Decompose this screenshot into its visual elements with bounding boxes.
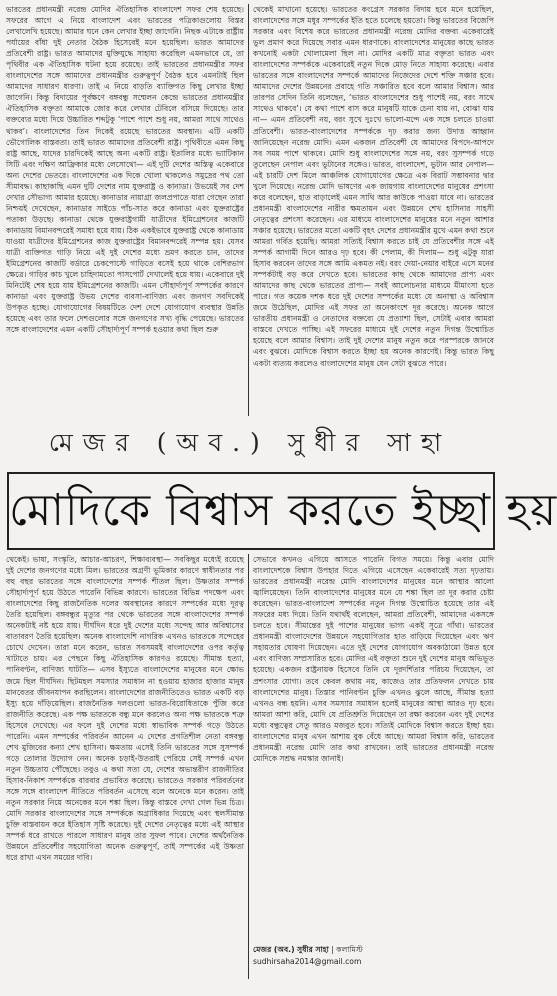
headline: মোদিকে বিশ্বাস করতে ইচ্ছা হয় <box>7 472 495 550</box>
author-signature <box>253 944 494 976</box>
author-role: কলামিস্ট <box>336 945 363 954</box>
article-column-top-left <box>6 4 244 418</box>
author-email: sudhirsaha2014@gmail.com <box>253 957 362 966</box>
column-divider <box>248 554 249 979</box>
author-name: মেজর (অব.) সুধীর সাহা <box>253 945 329 954</box>
article-column-bottom-right <box>253 554 494 934</box>
paragraph: ভারতের প্রধানমন্ত্রী নরেন্দ্র মোদির ঐতিহাসিক বাংলাদেশ সফর শেষ হয়েছে। সফরের আগে এ নিয়ে বাংলাদেশ এবং ভারতের পত্রিকাগুলোয় বিস্তর লেখালেখি হয়েছে। আমার ঘনে কেন লেখার ইচ্ছা জাগেনি। নিছক এটাকে রাষ্ট্রীয় পর্যায়ের বাঁধা দুই নেতার বৈঠক হিসেবেই মনে হয়েছিল। ভারত আমাদের প্রতিবেশী রাষ্ট্র। ভারত আমাদের মুক্তিযুদ্ধে সাহায্য করেছিল এমনভাবে যে, তা পৃথিবীর এক ঐতিহাসিক ঘটনা হয়ে রয়েছে। তাই ভারতের প্রধানমন্ত্রীর সফর বাংলাদেশের সঙ্গে আমাদের প্রধানমন্ত্রীর গুরুত্বপূর্ণ বৈঠক হবে এমনটাই ছিল আমাদের সাধারণ ধারণা। তাই এ নিয়ে বাড়তি ব্যাক্তিগত কিছু লেখার ইচ্ছা জাগেনি। কিন্তু বিদায়ের পূর্বক্ষণে বঙ্গবন্ধু সম্মেলন কেন্দ্রে ভারতের প্রধানমন্ত্রীর ঐতিহাসিক বক্তৃতা আমাকে জোর করে লেখার টেবিলে বসিয়ে দিয়েছে। তার বক্তব্যের মধ্যে দিয়ে উচ্চারিত শব্দটুকু ‘পাশে পাশে শুধু নয়, আমরা সাথে সাথেও থাকব’। বাংলাদেশের তিন দিকেই রয়েছে ভারতের অবস্থান। এটি একটি ভৌগোলিক বাস্তবতা। তাই ভারত আমাদের প্রতিবেশী রাষ্ট্র। পৃথিবীতে এমন কিছু রাষ্ট্র আছে, যাদের চারদিকেই আছে অন্য একটি রাষ্ট্র। ইতালির মধ্যে ভ্যাটিকান সিটি এবং দক্ষিণ আফ্রিকার মধ্যে লেসোথো— এই দুটি দেশের অস্তিত্ব একেবারে অন্য দেশের ভেতরে। বাংলাদেশের এক দিকে খোলা থাকলেও সমুদ্রের পথ তো সীমাবদ্ধ। কাছাকাছি এমন দুটি দেশের নাম যুক্তরাষ্ট্র ও কানাডা। উভয়েই সব দেশ দেখার সৌভাগ্য আমার হয়েছে। কানাডার নায়াগ্রা জলপ্রপাতে যারা গেছেন তারা নিশ্চয়ই দেখেছেন, কানাডার সাইডে পাঁচ-সাত করে কানাডা এবং যুক্তরাষ্ট্রের পতাকা উড়ছে। কানাডা থেকে যুক্তরাষ্ট্রগামী যাত্রীদের ইমিগ্রেশনের কাজটি কানাডায় বিমানবন্দরেই সমাধা হয়ে যায়। ঠিক একইভাবে যুক্তরাষ্ট্র থেকে কানাডায় যাওয়া যাত্রীদের ইমিগ্রেশনের কাজ যুক্তরাষ্ট্রের বিমানবন্দরেই সম্পন্ন হয়। যেসব যাত্রী ব্যক্তিগত গাড়ি নিয়ে এই দুই দেশের মধ্যে ভ্রমণ করতে চান, তাদের ইমিগ্রেশনের কাজটি বর্ডারে চেকপোস্টে গাড়িতে বসেই হয়ে থাকে বেশিরভাগ ক্ষেত্রে। গাড়ির কাচ খুলে চাহিদামতো পাসপোর্ট দেখালেই হয়ে যায়। একেবারে দুই মিনিটেই শেষ হয়ে যায় ইমিগ্রেশনের কাজটি। এমন সৌহার্দ্যপূর্ণ সম্পর্কের কারণে কানাডা এবং যুক্তরাষ্ট্র উভয় দেশের ব্যবসা-বাণিজ্য এবং জনগণ সবদিকেই উপকৃত হচ্ছে। যোগাযোগের বিষয়টিতে দেশ দেশে যোগাযোগ ব্যবস্থার উন্নতি হয়েছে এবং তার ফলে দেশগুলোর সঙ্গে জনগণের সখ্য বৃদ্ধি পেয়েছে। ভারতের সঙ্গে বাংলাদেশের এমন একটি সৌহার্দ্যপূর্ণ সম্পর্ক হওয়ার কথা ছিল শুরু <box>6 5 244 335</box>
paragraph: থেকেই। ভাষা, সংস্কৃতি, আচার-আচরণ, শিক্ষাব্যবস্থা— সবকিছুর মধ্যেই রয়েছে দুই দেশের জনগণের মধ্যে মিল। ভারতের অগ্রণী ভূমিকার কারণে স্বাধীনতার পর বহু বছর ভারতের সঙ্গে বাংলাদেশের সম্পর্ক শীতল ছিল। উষ্ণতার সম্পর্ক সৌহার্দ্যপূর্ণ হয়ে উঠতে পারেনি বিভিন্ন কারণে। ভারতের বিভিন্ন পদক্ষেপ এবং বাংলাদেশের কিছু রাজনৈতিক দলের অবস্থানের কারণে সম্পর্কের মধ্যে দূরত্ব তৈরি হয়েছিল। বঙ্গবন্ধুর মৃত্যুর পর থেকে ভারতের সঙ্গে বাংলাদেশের সম্পর্ক অনেকটাই নষ্ট হয়ে যায়। দীর্ঘদিন ধরে দুই দেশের মধ্যে সন্দেহ আর অবিশ্বাসের বাতাবরণ তৈরি হয়েছিল। অনেক বাংলাদেশি নাগরিক এখনও ভারতকে সন্দেহের চোখে দেখেন। তারা মনে করেন, ভারত সবসময়ই বাংলাদেশের ওপর কর্তৃত্ব খাটাতে চায়। এর পেছনে কিছু ঐতিহাসিক কারণও রয়েছে। সীমান্ত হত্যা, পানিবণ্টন, বাণিজ্য ঘাটতি— এসব ইস্যুতে বাংলাদেশের মানুষের মনে ক্ষোভ জমে ছিল দীর্ঘদিন। ছিটমহল সমস্যার সমাধান না হওয়ায় হাজার হাজার মানুষ মানবেতর জীবনযাপন করছিলেন। বাংলাদেশের রাজনীতিতেও ভারত একটি বড় ইস্যু হয়ে দাঁড়িয়েছিল। রাজনৈতিক দলগুলো ভারত-বিরোধিতাকে পুঁজি করে রাজনীতি করেছে। এক পক্ষ ভারতকে বন্ধু মনে করলেও অন্য পক্ষ ভারতকে শত্রু হিসেবে দেখেছে। এর ফলে দুই দেশের মধ্যে স্বাভাবিক সম্পর্ক গড়ে উঠতে পারেনি। এমন সম্পর্কের পরিবর্তন আনেন এ দেশের প্রগতিশীল নেতা বঙ্গবন্ধু শেখ মুজিবের কন্যা শেখ হাসিনা। ক্ষমতায় এসেই তিনি ভারতের সঙ্গে সুসম্পর্ক গড়ে তোলার উদ্যোগ নেন। অনেক চড়াই-উতরাই পেরিয়ে সেই সম্পর্ক এখন নতুন উচ্চতায় পৌঁছেছে। তবুও এ কথা সত্য যে, দেশের অভ্যন্তরীণ রাজনীতির হিসাব-নিকাশ সম্পর্ককে বারবার প্রভাবিত করেছে। ভারতেও সরকার পরিবর্তনের সঙ্গে সঙ্গে বাংলাদেশ নীতিতে পরিবর্তন এসেছে বলে অনেকে মনে করেন। তাই নতুন সরকার নিয়ে অনেকের মনে শঙ্কা ছিল। কিন্তু বাস্তবে দেখা গেল ভিন্ন চিত্র। মোদি সরকার বাংলাদেশের সঙ্গে সম্পর্ককে অগ্রাধিকার দিয়েছে এবং স্থলসীমান্ত চুক্তি বাস্তবায়ন করে ইতিহাস সৃষ্টি করেছে। দুই দেশের নেতৃত্বের মধ্যে এই আস্থার সম্পর্ক ধরে রাখতে পারলে সাধারণ মানুষ তার সুফল পাবে। দেশের অর্থনৈতিক উন্নয়নে প্রতিবেশীর সহযোগিতা অনেক গুরুত্বপূর্ণ, তাই সম্পর্কের এই উষ্ণতা ধরে রাখা এখন সময়ের দাবি। <box>6 555 244 863</box>
byline: মেজর (অব.) সুধীর সাহা <box>48 428 452 457</box>
article-column-top-right <box>253 4 494 418</box>
column-divider <box>248 4 249 416</box>
paragraph: থেকেই মাখানো হয়েছে। ভারতের কংগ্রেস সরকার বিদায় হবে মনে হয়েছিল, বাংলাদেশের সঙ্গে মধুর সম্পর্কের ইতি হতে চলেছে হয়তো। কিন্তু ভারতের বিজেপি সরকার এবং বিশেষ করে ভারতের প্রধানমন্ত্রী নরেন্দ্র মোদির বক্তব্য একেবারেই ভুল প্রমাণ করে দিয়েছে সবার এমন ধারণাকে। বাংলাদেশের মানুষের কাছে ভারত কখনোই একটা খোলামেলা ছিল না। মোদির একটি মাত্র বক্তৃতা ভারত এবং বাংলাদেশের সম্পর্ককে একেবারেই নতুন দিকে মোড় নিতে সাহায্য করেছে। এবার ভারতের সঙ্গে বাংলাদেশের সম্পর্কে আমাদের নিজেদের দেশে শক্তি সঞ্চার হবে। আমাদের দেশের উন্নয়নের প্রবাহে গতি সঞ্চারিত হবে বলে আমার বিশ্বাস। আর তারপর সেদিন তিনি বলেছেন, ‘ভারত বাংলাদেশের শুধু পাশেই নয়, বরং সাথে সাথেও থাকবে’। যে কথা পাশে বাস করে মানুষটি যাকে চেনা যায় না, বোঝা যায় না— এমন প্রতিবেশী নয়, বরং সুখে দুঃখে ভালো-মন্দে এক সঙ্গে চলতে চাওয়া প্রতিবেশী। ভারত-বাংলাদেশের সম্পর্ককে দৃঢ় করার জন্য উদাত্ত আহ্বান জানিয়েছেন নরেন্দ্র মোদি। এমন একজন প্রতিবেশী যে আমাদের বিপদে-আপদে সব সময় পাশে থাকবে। মোদি শুধু বাংলাদেশের সঙ্গে নয়, বরং সুসম্পর্ক গড়ে তুলেছেন নেপাল এবং ভুটানের সঙ্গেও। ভারত, বাংলাদেশ, ভুটান আর নেপাল— এই চারটি দেশ মিলে আঞ্চলিক যোগাযোগের ক্ষেত্রে এক বিরাট সম্ভাবনার দ্বার খুলে দিয়েছে। নরেন্দ্র মোদি ভাষণের এক জায়গায় বাংলাদেশের মানুষের প্রশংসা করে বলেছেন, হাত বাড়ালেই এমন সাথি আর কাউকে পাওয়া যাবে না। ভারতের প্রধানমন্ত্রী বাংলাদেশের নারীর ক্ষমতায়ন এবং উন্নয়নে শেখ হাসিনার সাহসী নেতৃত্বের প্রশংসা করেছেন। এর মাধ্যমে বাংলাদেশের মানুষের মনে নতুন আশার সঞ্চার হয়েছে। ভারতের মতো একটি বৃহৎ দেশের প্রধানমন্ত্রীর মুখে এমন কথা শুনে আমরা গর্বিত হয়েছি। আমরা সত্যিই বিশ্বাস করতে চাই যে প্রতিবেশীর সঙ্গে এই সম্পর্ক আগামী দিনে আরও দৃঢ় হবে। কী পেলাম, কী দিলাম— শুধু এটুকু যারা হিসাব করবেন তাদের সঙ্গে আমি একমত নই। বরং দেয়া-নেয়ার বাইরে এসে মনের সম্পর্কটাই বড় করে দেখতে হবে। ভারতের কাছ থেকে আমাদের প্রাপ্য এবং আমাদের কাছ থেকে ভারতের প্রাপ্য— সবই আলোচনার মাধ্যমে মীমাংসা হতে পারে। গত কয়েক দশক ধরে দুই দেশের সম্পর্কের মধ্যে যে অনাস্থা ও অবিশ্বাস জমে উঠেছিল, মোদির এই সফর তা অনেকাংশে দূর করেছে। অনেক আগে ভারতীয় প্রধানমন্ত্রী ও নেতাদের বক্তব্যে যে প্রত্যাশা ছিল, সেটাই এবার আমরা বাস্তবে দেখতে পাচ্ছি। এই সফরের মাধ্যমে দুই দেশের নতুন দিগন্ত উন্মোচিত হয়েছে বলে আমার বিশ্বাস। তাই দুই দেশের মানুষ নতুন করে পরস্পরকে জানবে এবং বুঝবে। মোদিকে বিশ্বাস করতে ইচ্ছা হয় অনেক কারণেই। কিন্তু ভারত কিছু একটা ব্যত্যয় করলেও বাংলাদেশের মানুষ যেন সেটা বুঝতে পারে। <box>253 5 494 368</box>
separator: | <box>328 945 337 954</box>
article-column-bottom-left <box>6 554 244 984</box>
paragraph: সেভাবে কখনও এগিয়ে আসতে পারেনি বিগত সময়ে। কিন্তু এবার মোদি বাংলাদেশকে বিশ্বাস উপহার দিতে এগিয়ে এসেছেন একেবারেই সত্য দৃঢ়তায়। ভারতের প্রধানমন্ত্রী নরেন্দ্র মোদি বাংলাদেশের মানুষের মনে আস্থার আলো জ্বালিয়েছেন। তিনি বাংলাদেশের মানুষের মনে যে শঙ্কা ছিল তা দূর করার চেষ্টা করেছেন। ভারত-বাংলাদেশ সম্পর্কের নতুন দিগন্ত উন্মোচিত হয়েছে তার এই সফরের মধ্য দিয়ে। তিনি যথার্থই বলেছেন, আমরা প্রতিবেশী, আমাদের একসঙ্গে চলতে হবে। সীমান্তের দুই পাশের মানুষের ভাগ্য একই সূত্রে গাঁথা। ভারতের প্রধানমন্ত্রী বাংলাদেশের উন্নয়নে সহযোগিতার হাত বাড়িয়ে দিয়েছেন এবং ঋণ সহায়তার ঘোষণা দিয়েছেন। এতে দুই দেশের যোগাযোগ অবকাঠামো উন্নত হবে এবং বাণিজ্য সম্প্রসারিত হবে। মোদির এই বক্তৃতা শুনে দুই দেশের মানুষ অভিভূত হয়েছে। একজন রাষ্ট্রনায়ক হিসেবে তিনি যে দূরদর্শিতার পরিচয় দিয়েছেন, তা প্রশংসার যোগ্য। তবে কেবল কথায় নয়, কাজেও তার প্রতিফলন দেখতে চায় বাংলাদেশের মানুষ। তিস্তার পানিবণ্টন চুক্তি এখনও ঝুলে আছে, সীমান্ত হত্যা এখনও বন্ধ হয়নি। এসব সমস্যার সমাধান হলেই মানুষের আস্থা আরও দৃঢ় হবে। আমরা আশা করি, মোদি যে প্রতিশ্রুতি দিয়েছেন তা রক্ষা করবেন এবং দুই দেশের মধ্যে বন্ধুত্বের সেতু আরও মজবুত হবে। সত্যিই মোদিকে বিশ্বাস করতে ইচ্ছা হয়। বাংলাদেশের মানুষ এখন আশায় বুক বেঁধে আছে। আমরা বিশ্বাস করি, ভারতের প্রধানমন্ত্রী নরেন্দ্র মোদি তার কথা রাখবেন। তাই ভারতের প্রধানমন্ত্রী নরেন্দ্র মোদিকে সশ্রদ্ধ নমস্কার জানাই। <box>253 555 494 763</box>
